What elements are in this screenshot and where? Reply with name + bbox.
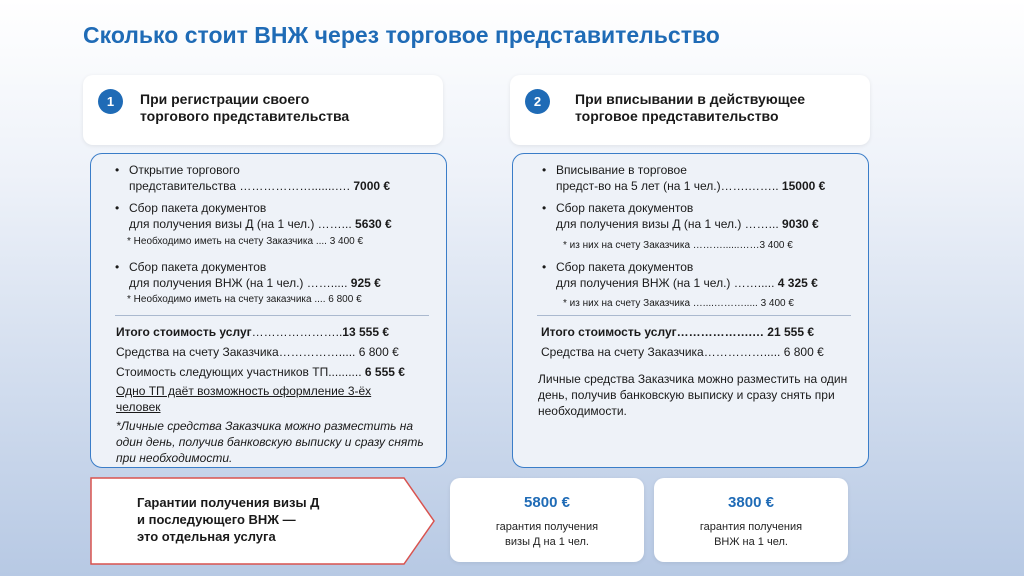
item-price: 5630 € bbox=[355, 217, 392, 231]
one-tp-text: Одно ТП даёт возможность оформление 3-ёх человек bbox=[116, 384, 372, 414]
price-desc-line2: визы Д на 1 чел. bbox=[505, 536, 589, 548]
item-price-line bbox=[556, 216, 819, 232]
item-text: Сбор пакета документов bbox=[129, 201, 267, 215]
total-line bbox=[541, 324, 814, 340]
italic-note: *Личные средства Заказчика можно разместить на один день, получив банковскую выписку и сразу снять при необходимости. bbox=[116, 419, 424, 465]
item-price-line bbox=[556, 178, 825, 194]
next-label: Стоимость следующих участников ТП.......... bbox=[116, 365, 365, 379]
total-price: 21 555 € bbox=[763, 325, 814, 339]
item-text: Сбор пакета документов bbox=[556, 201, 694, 215]
item-text: Сбор пакета документов bbox=[129, 260, 267, 274]
item-price: 9030 € bbox=[782, 217, 819, 231]
total-label: Итого стоимость услуг……………….… bbox=[541, 325, 764, 339]
option-card-2-title bbox=[575, 91, 805, 125]
list-item bbox=[542, 259, 818, 291]
divider bbox=[537, 315, 851, 316]
step-number-1: 1 bbox=[98, 89, 123, 114]
item-text: для получения ВНЖ (на 1 чел.) ……..... bbox=[129, 276, 351, 290]
item-price: 15000 € bbox=[781, 179, 826, 193]
price-description bbox=[654, 520, 848, 550]
option-card-2-line1: При вписывании в действующее bbox=[575, 91, 806, 107]
list-item bbox=[115, 200, 392, 232]
item-text: Открытие торгового bbox=[129, 163, 240, 177]
list-item bbox=[115, 162, 391, 194]
item-text: для получения визы Д (на 1 чел.) ……... bbox=[129, 217, 356, 231]
guarantee-line2: и последующего ВНЖ — bbox=[137, 512, 296, 527]
bullet-icon: • bbox=[542, 163, 547, 177]
guarantee-line1: Гарантии получения визы Д bbox=[137, 495, 320, 510]
item-price-line bbox=[129, 178, 390, 194]
list-item bbox=[542, 200, 819, 232]
total-label: Итого стоимость услуг bbox=[116, 325, 252, 339]
funds-line: Средства на счету Заказчика……………..... 6 800 € bbox=[116, 345, 399, 359]
item-text: для получения ВНЖ (на 1 чел.) ……..... bbox=[556, 276, 778, 290]
option-card-1-line1: При регистрации своего bbox=[140, 91, 310, 107]
item-price: 7000 € bbox=[353, 179, 391, 193]
price-card-vnzh bbox=[654, 478, 848, 562]
page-title: Сколько стоит ВНЖ через торговое представительство bbox=[83, 22, 720, 48]
bullet-icon: • bbox=[115, 163, 120, 177]
option-card-2 bbox=[510, 75, 870, 145]
item-text: Вписывание в торговое bbox=[556, 163, 687, 177]
price-description bbox=[450, 520, 644, 550]
option-card-1-line2: торгового представительства bbox=[140, 108, 350, 124]
price-value: 5800 € bbox=[524, 494, 570, 511]
item-price-line bbox=[129, 275, 381, 291]
price-desc-line1: гарантия получения bbox=[699, 521, 803, 533]
item-text: Сбор пакета документов bbox=[556, 260, 694, 274]
right-cost-panel bbox=[512, 153, 869, 468]
item-text: для получения визы Д (на 1 чел.) ……... bbox=[556, 217, 783, 231]
item-note: * из них на счету Заказчика ………......……3 400 € bbox=[563, 240, 793, 251]
price-desc-line1: гарантия получения bbox=[495, 521, 599, 533]
total-price: 13 555 € bbox=[342, 325, 390, 339]
funds-line: Средства на счету Заказчика……………..... 6 800 € bbox=[541, 345, 824, 359]
item-note: * Необходимо иметь на счету Заказчика .... 3 400 € bbox=[127, 236, 364, 247]
item-text: представительства ……………….......…. bbox=[129, 179, 354, 193]
price-card-visa bbox=[450, 478, 644, 562]
bullet-icon: • bbox=[115, 260, 120, 274]
bullet-icon: • bbox=[115, 201, 120, 215]
item-text: предст-во на 5 лет (на 1 чел.)…….…….. bbox=[556, 179, 782, 193]
guarantee-text bbox=[137, 494, 319, 545]
item-price: 925 € bbox=[350, 276, 381, 290]
item-price-line bbox=[129, 216, 392, 232]
item-price-line bbox=[556, 275, 818, 291]
total-line bbox=[116, 324, 389, 340]
option-card-2-line2: торговое представительство bbox=[575, 108, 779, 124]
list-item bbox=[115, 259, 381, 291]
next-price: 6 555 € bbox=[364, 365, 405, 379]
price-desc-line2: ВНЖ на 1 чел. bbox=[714, 536, 788, 548]
price-value: 3800 € bbox=[728, 494, 774, 511]
funds-note: Личные средства Заказчика можно разместить на один день, получив банковскую выписку и сразу снять при необходимости. bbox=[538, 372, 848, 418]
option-card-1 bbox=[83, 75, 443, 145]
bullet-icon: • bbox=[542, 201, 547, 215]
item-price: 4 325 € bbox=[777, 276, 818, 290]
step-number-2: 2 bbox=[525, 89, 550, 114]
bullet-icon: • bbox=[542, 260, 547, 274]
item-note: * из них на счету Заказчика …....………..... 3 400 € bbox=[563, 298, 794, 309]
divider bbox=[115, 315, 429, 316]
guarantee-line3: это отдельная услуга bbox=[137, 529, 276, 544]
list-item bbox=[542, 162, 826, 194]
total-dots: ………………….. bbox=[251, 325, 343, 339]
option-card-1-title bbox=[140, 91, 349, 125]
next-participants-line bbox=[116, 364, 405, 380]
item-note: * Необходимо иметь на счету заказчика .... 6 800 € bbox=[127, 294, 362, 305]
left-cost-panel bbox=[90, 153, 447, 468]
